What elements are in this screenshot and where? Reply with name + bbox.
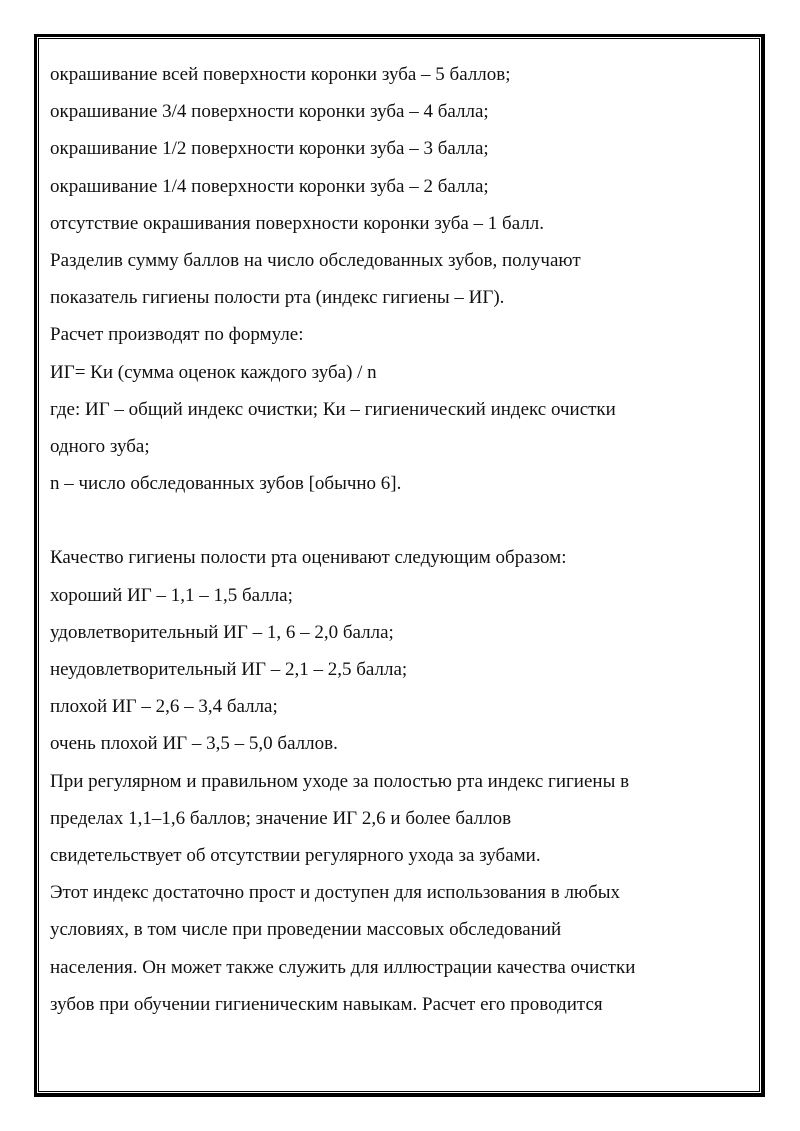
list-item: плохой ИГ – 2,6 – 3,4 балла; [50, 696, 278, 718]
text-line: зубов при обучении гигиеническим навыкам. Расчет его проводится [50, 993, 603, 1015]
document-text [50, 56, 750, 1023]
text-line: показатель гигиены полости рта (индекс гигиены – ИГ). [50, 287, 505, 309]
text-line: пределах 1,1–1,6 баллов; значение ИГ 2,6 и более баллов [50, 807, 512, 829]
list-item: хороший ИГ – 1,1 – 1,5 балла; [50, 584, 293, 606]
text-line: окрашивание 1/2 поверхности коронки зуба – 3 балла; [50, 138, 489, 160]
text-line: Разделив сумму баллов на число обследованных зубов, получают [50, 249, 581, 271]
text-line: отсутствие окрашивания поверхности коронки зуба – 1 балл. [50, 212, 545, 234]
text-line: Этот индекс достаточно прост и доступен для использования в любых [50, 882, 621, 904]
page-border [34, 34, 765, 1097]
text-line: свидетельствует об отсутствии регулярного ухода за зубами. [50, 844, 541, 866]
text-line: где: ИГ – общий индекс очистки; Ки – гигиенический индекс очистки [50, 398, 616, 420]
list-item: удовлетворительный ИГ – 1, 6 – 2,0 балла; [50, 621, 394, 643]
text-line: условиях, в том числе при проведении массовых обследований [50, 919, 562, 941]
text-line: населения. Он может также служить для иллюстрации качества очистки [50, 956, 636, 978]
text-line: окрашивание всей поверхности коронки зуба – 5 баллов; [50, 64, 511, 85]
formula-line: ИГ= Ки (сумма оценок каждого зуба) / n [50, 361, 377, 383]
blank-line [50, 502, 750, 539]
text-line: окрашивание 3/4 поверхности коронки зуба – 4 балла; [50, 101, 489, 123]
text-line: одного зуба; [50, 435, 150, 457]
text-line: Расчет производят по формуле: [50, 324, 304, 346]
text-line: окрашивание 1/4 поверхности коронки зуба – 2 балла; [50, 175, 489, 197]
text-line: При регулярном и правильном уходе за полостью рта индекс гигиены в [50, 770, 630, 792]
text-line: n – число обследованных зубов [обычно 6]. [50, 473, 402, 495]
text-line: Качество гигиены полости рта оценивают следующим образом: [50, 547, 567, 569]
list-item: неудовлетворительный ИГ – 2,1 – 2,5 балла; [50, 659, 408, 680]
list-item: очень плохой ИГ – 3,5 – 5,0 баллов. [50, 733, 338, 755]
